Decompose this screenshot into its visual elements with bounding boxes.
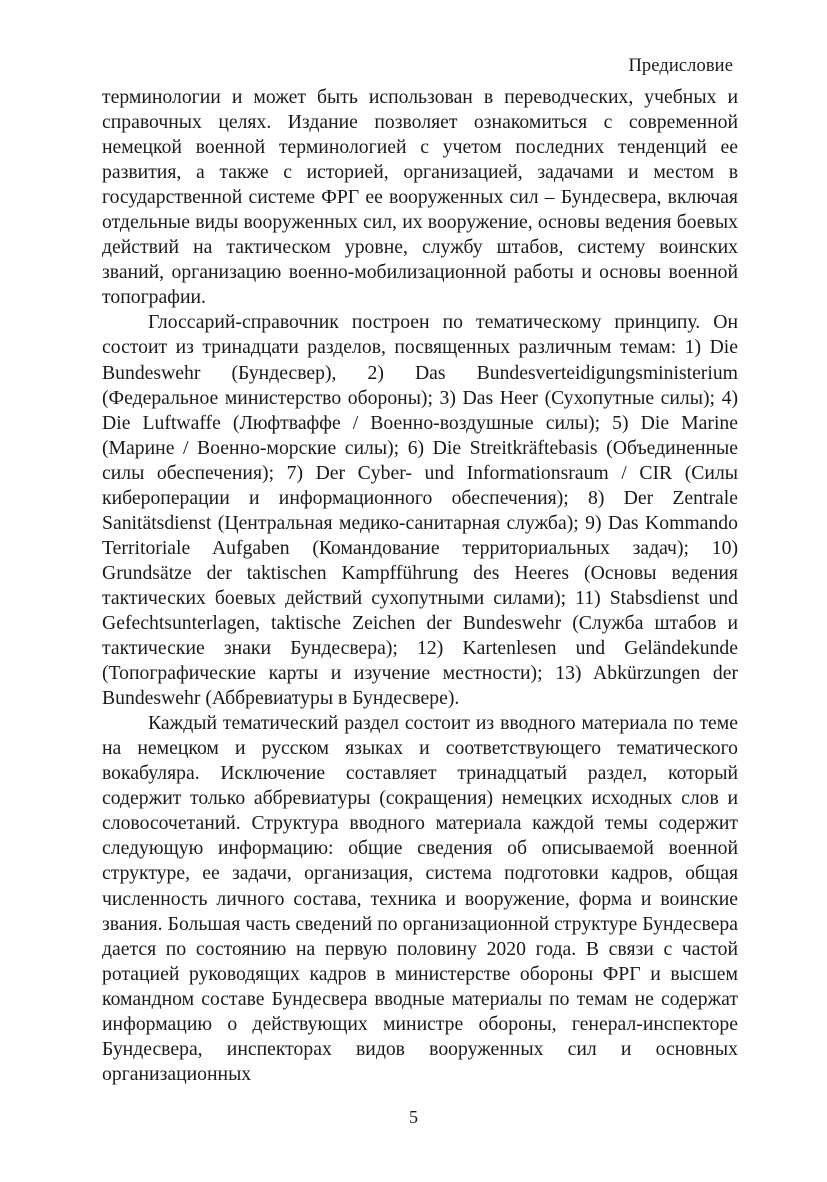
body-text — [102, 85, 738, 1087]
paragraph-glossary-structure: Глоссарий-справочник построен по тематическому принципу. Он состоит из тринадцати разделов, посвященных различным темам: 1) Die Bundeswehr (Бундесвер), 2) Das Bundesverteidigungsministerium (Федеральное министерство обороны); 3) Das Heer (Сухопутные силы); 4) Die Luftwaffe (Люфтваффе / Военно-воздушные силы); 5) Die Marine (Марине / Военно-морские силы); 6) Die Streitkräftebasis (Объединенные силы обеспечения); 7) Der Cyber- und Informationsraum / CIR (Силы кибероперации и информационного обеспечения); 8) Der Zentrale Sanitätsdienst (Центральная медико-санитарная служба); 9) Das Kommando Territoriale Aufgaben (Командование территориальных задач); 10) Grundsätze der taktischen Kampfführung des Heeres (Основы ведения тактических боевых действий сухопутными силами); 11) Stabsdienst und Gefechtsunterlagen, taktische Zeichen der Bundeswehr (Служба штабов и тактические знаки Бундесвера); 12) Kartenlesen und Geländekunde (Топографические карты и изучение местности); 13) Abkürzungen der Bundeswehr (Аббревиатуры в Бундесвере). — [102, 311, 738, 710]
running-head-title: Предисловие — [628, 56, 733, 76]
paragraph-continuation: терминологии и может быть использован в переводческих, учебных и справочных целях. Издание позволяет ознакомиться с современной немецкой военной терминологией с учетом последних тенденций ее развития, а также с историей, организацией, задачами и местом в государственной системе ФРГ ее вооруженных сил – Бундесвера, включая отдельные виды вооруженных сил, их вооружение, основы ведения боевых действий на тактическом уровне, службу штабов, систему воинских званий, организацию военно-мобилизационной работы и основы военной топографии. — [102, 86, 738, 309]
paragraph-section-content: Каждый тематический раздел состоит из вводного материала по теме на немецком и русском языках и соответствующего тематического вокабуляра. Исключение составляет тринадцатый раздел, который содержит только аббревиатуры (сокращения) немецких исходных слов и словосочетаний. Структура вводного материала каждой темы содержит следующую информацию: общие сведения об описываемой военной структуре, ее задачи, организация, система подготовки кадров, общая численность личного состава, техника и вооружение, форма и воинские звания. Большая часть сведений по организационной структуре Бундесвера дается по состоянию на первую половину 2020 года. В связи с частой ротацией руководящих кадров в министерстве обороны ФРГ и высшем командном составе Бундесвера вводные материалы по темам не содержат информацию о действующих министре обороны, генерал-инспекторе Бундесвера, инспекторах видов вооруженных сил и основных организационных — [102, 712, 738, 1085]
page-number: 5 — [409, 1107, 418, 1127]
